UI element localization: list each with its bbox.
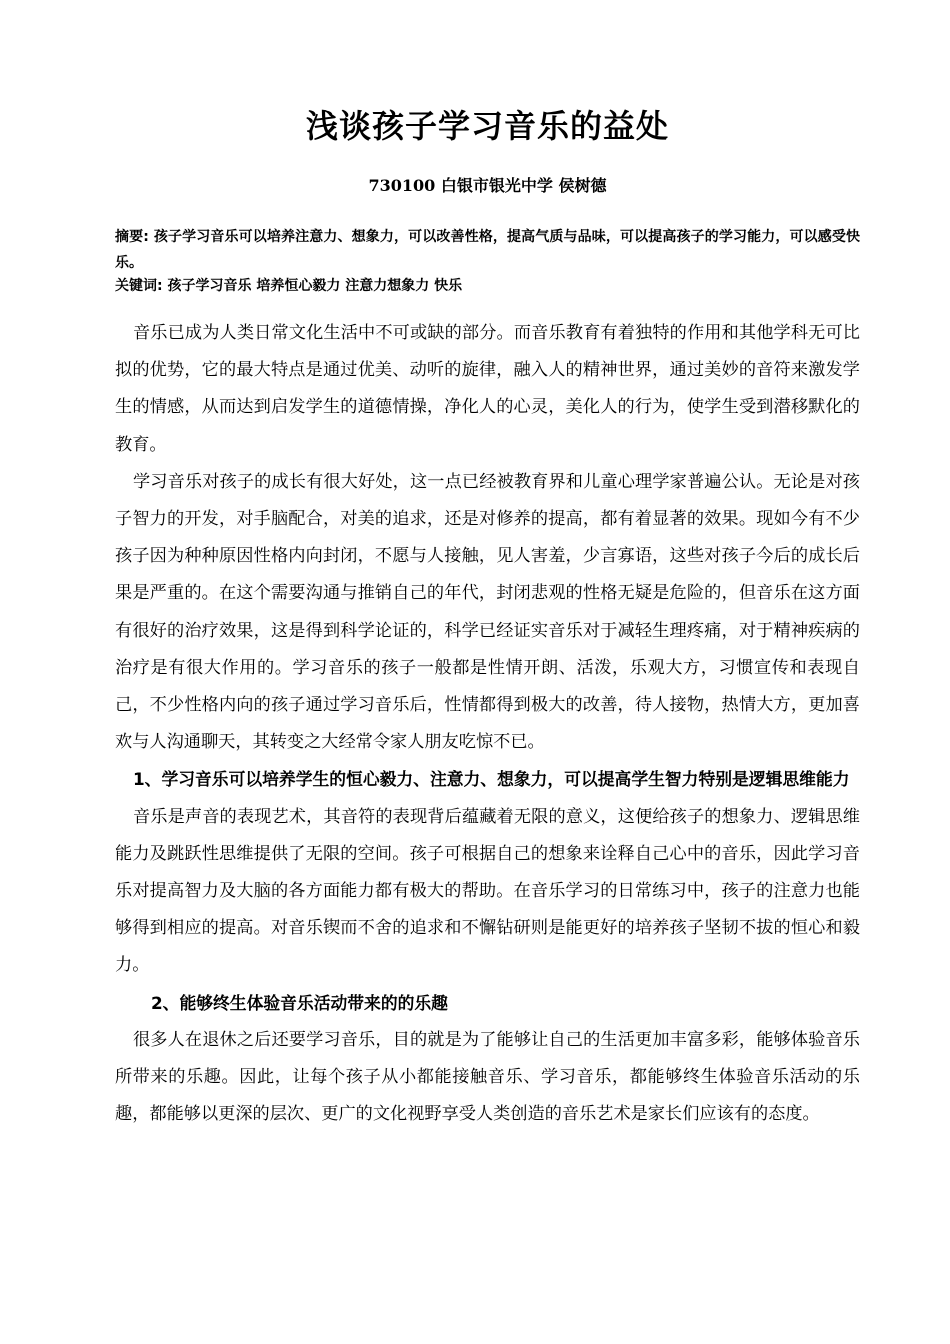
section-1-paragraph: 音乐是声音的表现艺术，其音符的表现背后蕴藏着无限的意义，这便给孩子的想象力、逻辑思维能力及跳跃性思维提供了无限的空间。孩子可根据自己的想象来诠释自己心中的音乐，因此学习音乐对提高智力及大脑的各方面能力都有极大的帮助。在音乐学习的日常练习中，孩子的注意力也能够得到相应的提高。对音乐锲而不舍的追求和不懈钻研则是能更好的培养孩子坚韧不拔的恒心和毅力。 <box>115 806 860 976</box>
keywords-text: 孩子学习音乐 培养恒心毅力 注意力想象力 快乐 <box>162 278 463 294</box>
author-line: 730100 白银市银光中学 侯树德 <box>368 176 607 195</box>
abstract-label: 摘要: <box>115 229 149 245</box>
section-2-paragraph: 很多人在退休之后还要学习音乐，目的就是为了能够让自己的生活更加丰富多彩，能够体验音乐所带来的乐趣。因此，让每个孩子从小都能接触音乐、学习音乐，都能够终生体验音乐活动的乐趣，都能够以更深的层次、更广的文化视野享受人类创造的音乐艺术是家长们应该有的态度。 <box>115 1029 860 1125</box>
body-paragraph: 音乐已成为人类日常文化生活中不可或缺的部分。而音乐教育有着独特的作用和其他学科无可比拟的优势，它的最大特点是通过优美、动听的旋律，融入人的精神世界，通过美妙的音符来激发学生的情感，从而达到启发学生的道德情操，净化人的心灵，美化人的行为，使学生受到潜移默化的教育。 <box>115 323 860 455</box>
document-title: 浅谈孩子学习音乐的益处 <box>305 107 669 145</box>
section-heading-1: 1、学习音乐可以培养学生的恒心毅力、注意力、想象力，可以提高学生智力特别是逻辑思维能力 <box>133 769 850 790</box>
keywords <box>115 274 860 298</box>
abstract <box>115 224 860 276</box>
document-body <box>115 315 860 1133</box>
abstract-text: 孩子学习音乐可以培养注意力、想象力，可以改善性格，提高气质与品味，可以提高孩子的学习能力，可以感受快乐。 <box>115 229 860 271</box>
section-heading-2: 2、能够终生体验音乐活动带来的的乐趣 <box>151 992 448 1013</box>
keywords-label: 关键词: <box>115 278 163 294</box>
body-paragraph: 学习音乐对孩子的成长有很大好处，这一点已经被教育界和儿童心理学家普遍公认。无论是对孩子智力的开发，对手脑配合，对美的追求，还是对修养的提高，都有着显著的效果。现如今有不少孩子因为种种原因性格内向封闭，不愿与人接触，见人害羞，少言寡语，这些对孩子今后的成长后果是严重的。在这个需要沟通与推销自己的年代，封闭悲观的性格无疑是危险的，但音乐在这方面有很好的治疗效果，这是得到科学论证的，科学已经证实音乐对于减轻生理疼痛，对于精神疾病的治疗是有很大作用的。学习音乐的孩子一般都是性情开朗、活泼，乐观大方，习惯宣传和表现自己，不少性格内向的孩子通过学习音乐后，性情都得到极大的改善，待人接物，热情大方，更加喜欢与人沟通聊天，其转变之大经常令家人朋友吃惊不已。 <box>115 471 860 753</box>
